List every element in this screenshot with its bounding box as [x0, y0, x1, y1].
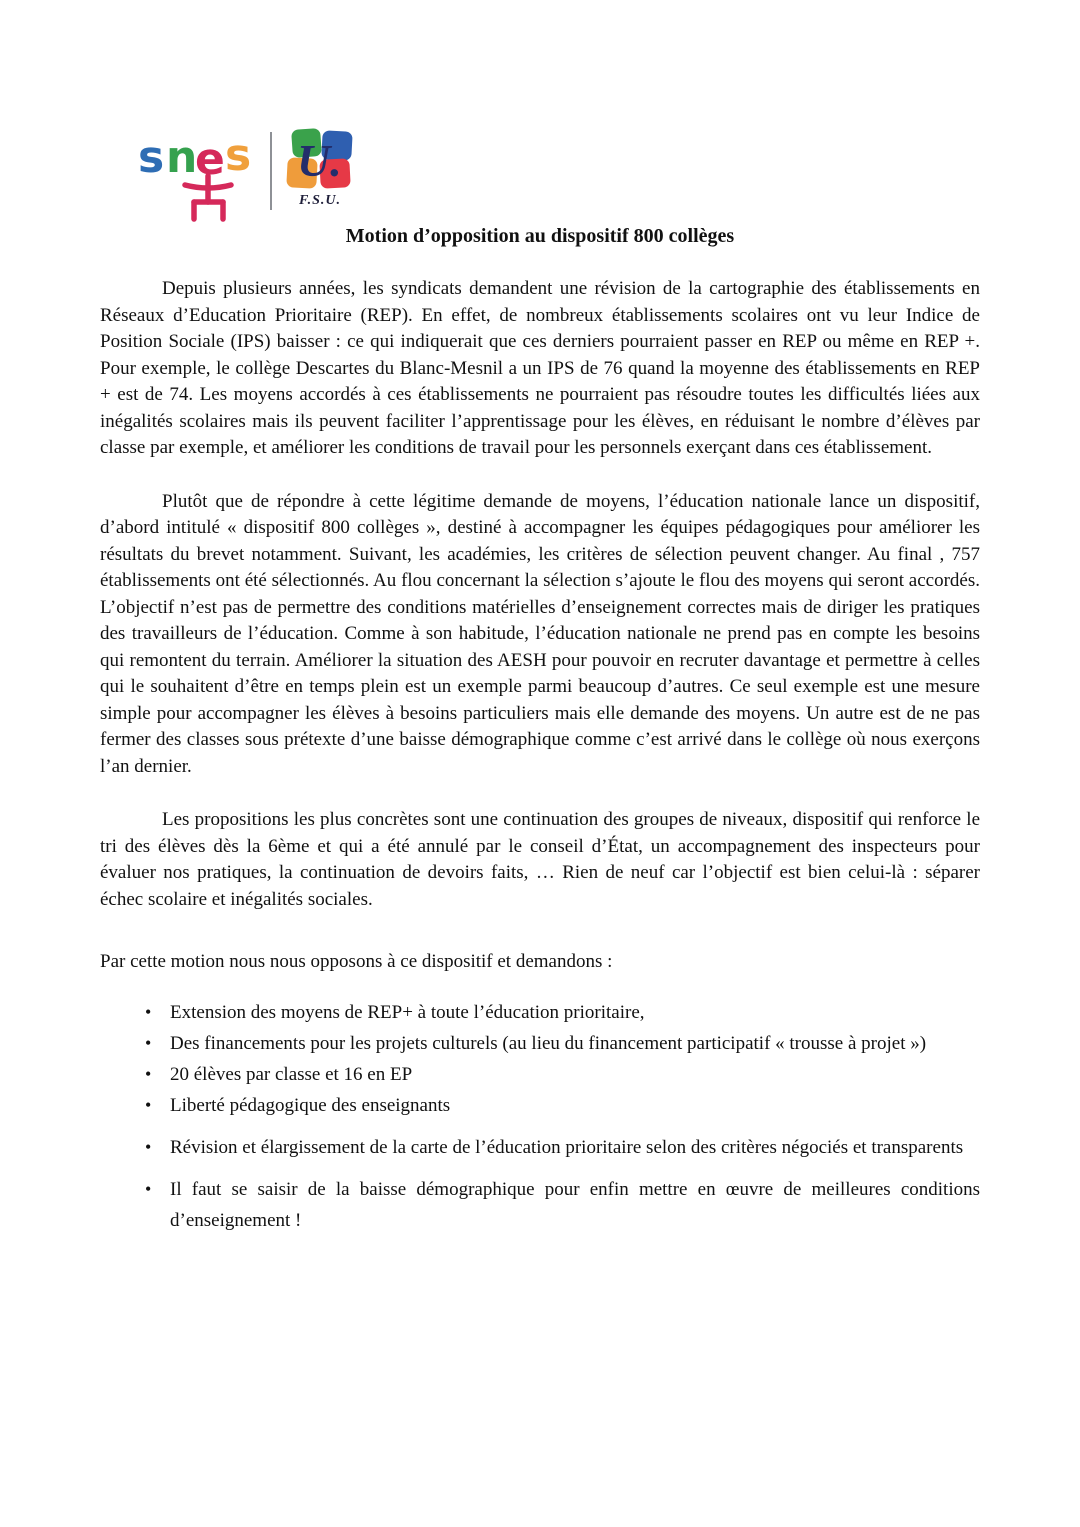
snes-letter-s1: s [138, 132, 165, 183]
body-paragraph-3: Les propositions les plus concrètes sont une continuation des groupes de niveaux, dispositif qui renforce le tri des élèves dès la 6ème et qui a été annulé par le conseil d’État, un accompagnement des inspecteurs pour évaluer nos pratiques, la continuation de devoirs faits, … Rien de neuf car l’objectif est bien celui-là : séparer échec scolaire et inégalités sociales. [100, 809, 980, 910]
demand-item-1: • Extension des moyens de REP+ à toute l’éducation prioritaire, [170, 997, 980, 1028]
logo-divider [270, 132, 272, 210]
snes-letter-e: e [195, 134, 225, 185]
snes-letter-s2: s [225, 130, 252, 181]
fsu-monogram: U. [297, 135, 342, 186]
demand-item-5: • Révision et élargissement de la carte de l’éducation prioritaire selon des critères négociés et transparents [170, 1132, 980, 1163]
demand-item-4: • Liberté pédagogique des enseignants [170, 1090, 980, 1121]
fsu-blocks-icon [284, 128, 356, 192]
snes-fsu-logo [138, 128, 356, 222]
intro-line: Par cette motion nous nous opposons à ce dispositif et demandons : [100, 951, 613, 972]
body-paragraph-1: Depuis plusieurs années, les syndicats demandent une révision de la cartographie des établissements en Réseaux d’Education Prioritaire (REP). En effet, de nombreux établissements scolaires ont vu leur Indice de Position Sociale (IPS) baisser : ce qui indiquerait que ces derniers pourraient passer en REP ou même en REP +. Pour exemple, le collège Descartes du Blanc-Mesnil a un IPS de 76 quand la moyenne des établissements en REP + est de 74. Les moyens accordés à ces établissements ne pourraient pas résoudre toutes les difficultés liées aux inégalités scolaires mais ils peuvent faciliter l’apprentissage pour les élèves, en réduisant le nombre d’élèves par classe par exemple, et améliorer les conditions de travail pour les personnels exerçant dans ces établissement. [100, 278, 980, 458]
document-content [100, 224, 980, 1236]
body-paragraph-2: Plutôt que de répondre à cette légitime demande de moyens, l’éducation nationale lance un dispositif, d’abord intitulé « dispositif 800 collèges », destiné à accompagner les équipes pédagogiques pour améliorer les résultats du brevet notamment. Suivant, les académies, les critères de sélection peuvent changer. Au final , 757 établissements ont été sélectionnés. Au flou concernant la sélection s’ajoute le flou des moyens qui seront accordés. L’objectif n’est pas de permettre des conditions matérielles d’enseignement correctes mais de diriger les pratiques des travailleurs de l’éducation. Comme à son habitude, l’éducation nationale ne prend pas en compte les besoins qui remontent du terrain. Améliorer la situation des AESH pour pouvoir en recruter davantage et permettre à celles qui le souhaitent d’être en temps plein est un exemple parmi beaucoup d’autres. Ce seul exemple est une mesure simple pour accompagner les élèves à besoins particuliers mais elle demande des moyens. Un autre est de ne pas fermer des classes sous prétexte d’une baisse démographique comme c’est arrivé dans le collège où nous exerçons l’an dernier. [100, 490, 980, 777]
fsu-logo [284, 128, 356, 209]
snes-wordmark [138, 128, 260, 222]
demands-list [100, 997, 980, 1236]
demand-item-3: • 20 élèves par classe et 16 en EP [170, 1059, 980, 1090]
document-title: Motion d’opposition au dispositif 800 collèges [345, 225, 735, 247]
demand-item-2: • Des financements pour les projets culturels (au lieu du financement participatif « trousse à projet ») [170, 1028, 980, 1059]
snes-letter-n: n [166, 132, 198, 183]
demand-item-6: • Il faut se saisir de la baisse démographique pour enfin mettre en œuvre de meilleures conditions d’enseignement ! [170, 1174, 980, 1236]
fsu-label: F.S.U. [299, 193, 341, 208]
